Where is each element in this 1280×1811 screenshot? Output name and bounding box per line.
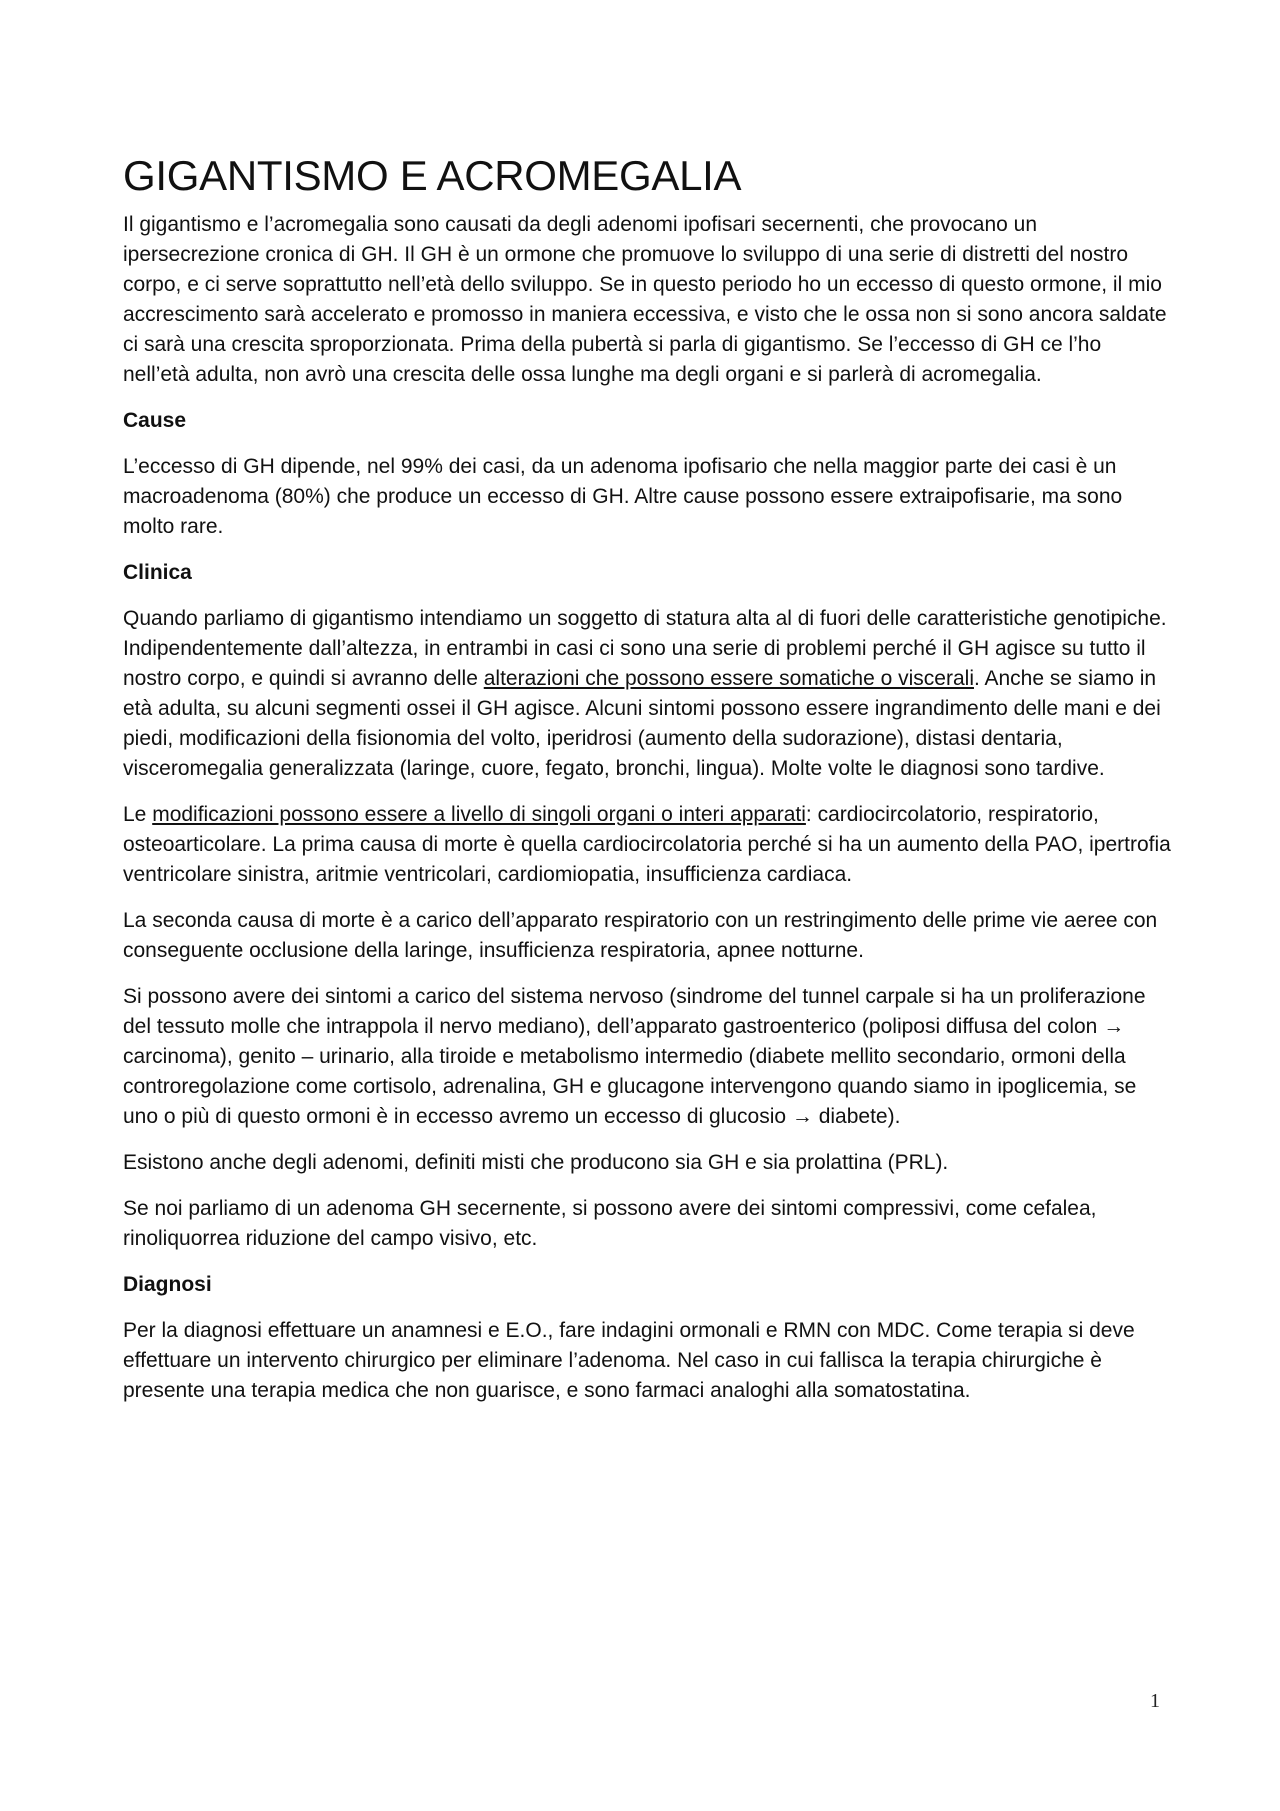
- page-number: 1: [1150, 1690, 1160, 1712]
- clinica-p2-text-end: : cardiocircolatorio, respiratorio, osteoarticolare. La prima causa di morte è quella cardiocircolatoria perché si ha un aumento della PAO, ipertrofia ventricolare sinistra, aritmie ventricolari, cardiomiopatia, insufficienza cardiaca.: [123, 803, 1171, 886]
- clinica-p2-text-start: Le: [123, 803, 153, 826]
- clinica-paragraph-5: Esistono anche degli adenomi, definiti misti che producono sia GH e sia prolattina (PRL).: [123, 1151, 949, 1174]
- diagnosi-paragraph: Per la diagnosi effettuare un anamnesi e E.O., fare indagini ormonali e RMN con MDC. Come terapia si deve effettuare un intervento chirurgico per eliminare l’adenoma. Nel caso in cui fallisca la terapia chirurgiche è presente una terapia medica che non guarisce, e sono farmaci analoghi alla somatostatina.: [123, 1319, 1135, 1402]
- clinica-paragraph-3: La seconda causa di morte è a carico dell’apparato respiratorio con un restringimento delle prime vie aeree con conseguente occlusione della laringe, insufficienza respiratoria, apnee notturne.: [123, 909, 1158, 962]
- clinica-paragraph-6: Se noi parliamo di un adenoma GH secernente, si possono avere dei sintomi compressivi, come cefalea, rinoliquorrea riduzione del campo visivo, etc.: [123, 1197, 1097, 1250]
- clinica-paragraph-1: [123, 604, 1171, 784]
- section-heading-cause: Cause: [123, 409, 187, 432]
- clinica-p2-underlined: modificazioni possono essere a livello di singoli organi o interi apparati: [152, 803, 806, 826]
- cause-paragraph: L’eccesso di GH dipende, nel 99% dei casi, da un adenoma ipofisario che nella maggior parte dei casi è un macroadenoma (80%) che produce un eccesso di GH. Altre cause possono essere extraipofisarie, ma sono molto rare.: [123, 455, 1123, 538]
- page-title: GIGANTISMO E ACROMEGALIA: [123, 152, 742, 199]
- page-content: [123, 150, 1171, 1422]
- section-heading-clinica: Clinica: [123, 561, 192, 584]
- clinica-p1-text-end: . Anche se siamo in età adulta, su alcuni segmenti ossei il GH agisce. Alcuni sintomi possono essere ingrandimento delle mani e dei piedi, modificazioni della fisionomia del volto, iperidrosi (aumento della sudorazione), distasi dentaria, visceromegalia generalizzata (laringe, cuore, fegato, bronchi, lingua). Molte volte le diagnosi sono tardive.: [123, 667, 1161, 780]
- section-heading-diagnosi: Diagnosi: [123, 1273, 212, 1296]
- clinica-paragraph-4: Si possono avere dei sintomi a carico del sistema nervoso (sindrome del tunnel carpale si ha un proliferazione del tessuto molle che intrappola il nervo mediano), dell’apparato gastroenterico (poliposi diffusa del colon → carcinoma), genito – urinario, alla tiroide e metabolismo intermedio (diabete mellito secondario, ormoni della controregolazione come cortisolo, adrenalina, GH e glucagone intervengono quando siamo in ipoglicemia, se uno o più di questo ormoni è in eccesso avremo un eccesso di glucosio → diabete).: [123, 985, 1146, 1128]
- intro-paragraph: Il gigantismo e l’acromegalia sono causati da degli adenomi ipofisari secernenti, che provocano un ipersecrezione cronica di GH. Il GH è un ormone che promuove lo sviluppo di una serie di distretti del nostro corpo, e ci serve soprattutto nell’età dello sviluppo. Se in questo periodo ho un eccesso di questo ormone, il mio accrescimento sarà accelerato e promosso in maniera eccessiva, e visto che le ossa non si sono ancora saldate ci sarà una crescita sproporzionata. Prima della pubertà si parla di gigantismo. Se l’eccesso di GH ce l’ho nell’età adulta, non avrò una crescita delle ossa lunghe ma degli organi e si parlerà di acromegalia.: [123, 213, 1167, 386]
- clinica-p1-text-start: Quando parliamo di gigantismo intendiamo un soggetto di statura alta al di fuori delle caratteristiche genotipiche. Indipendentemente dall’altezza, in entrambi in casi ci sono una serie di problemi perché il GH agisce su tutto il nostro corpo, e quindi si avranno delle: [123, 607, 1167, 690]
- clinica-p1-underlined: alterazioni che possono essere somatiche o viscerali: [483, 667, 974, 690]
- clinica-paragraph-2: [123, 800, 1171, 890]
